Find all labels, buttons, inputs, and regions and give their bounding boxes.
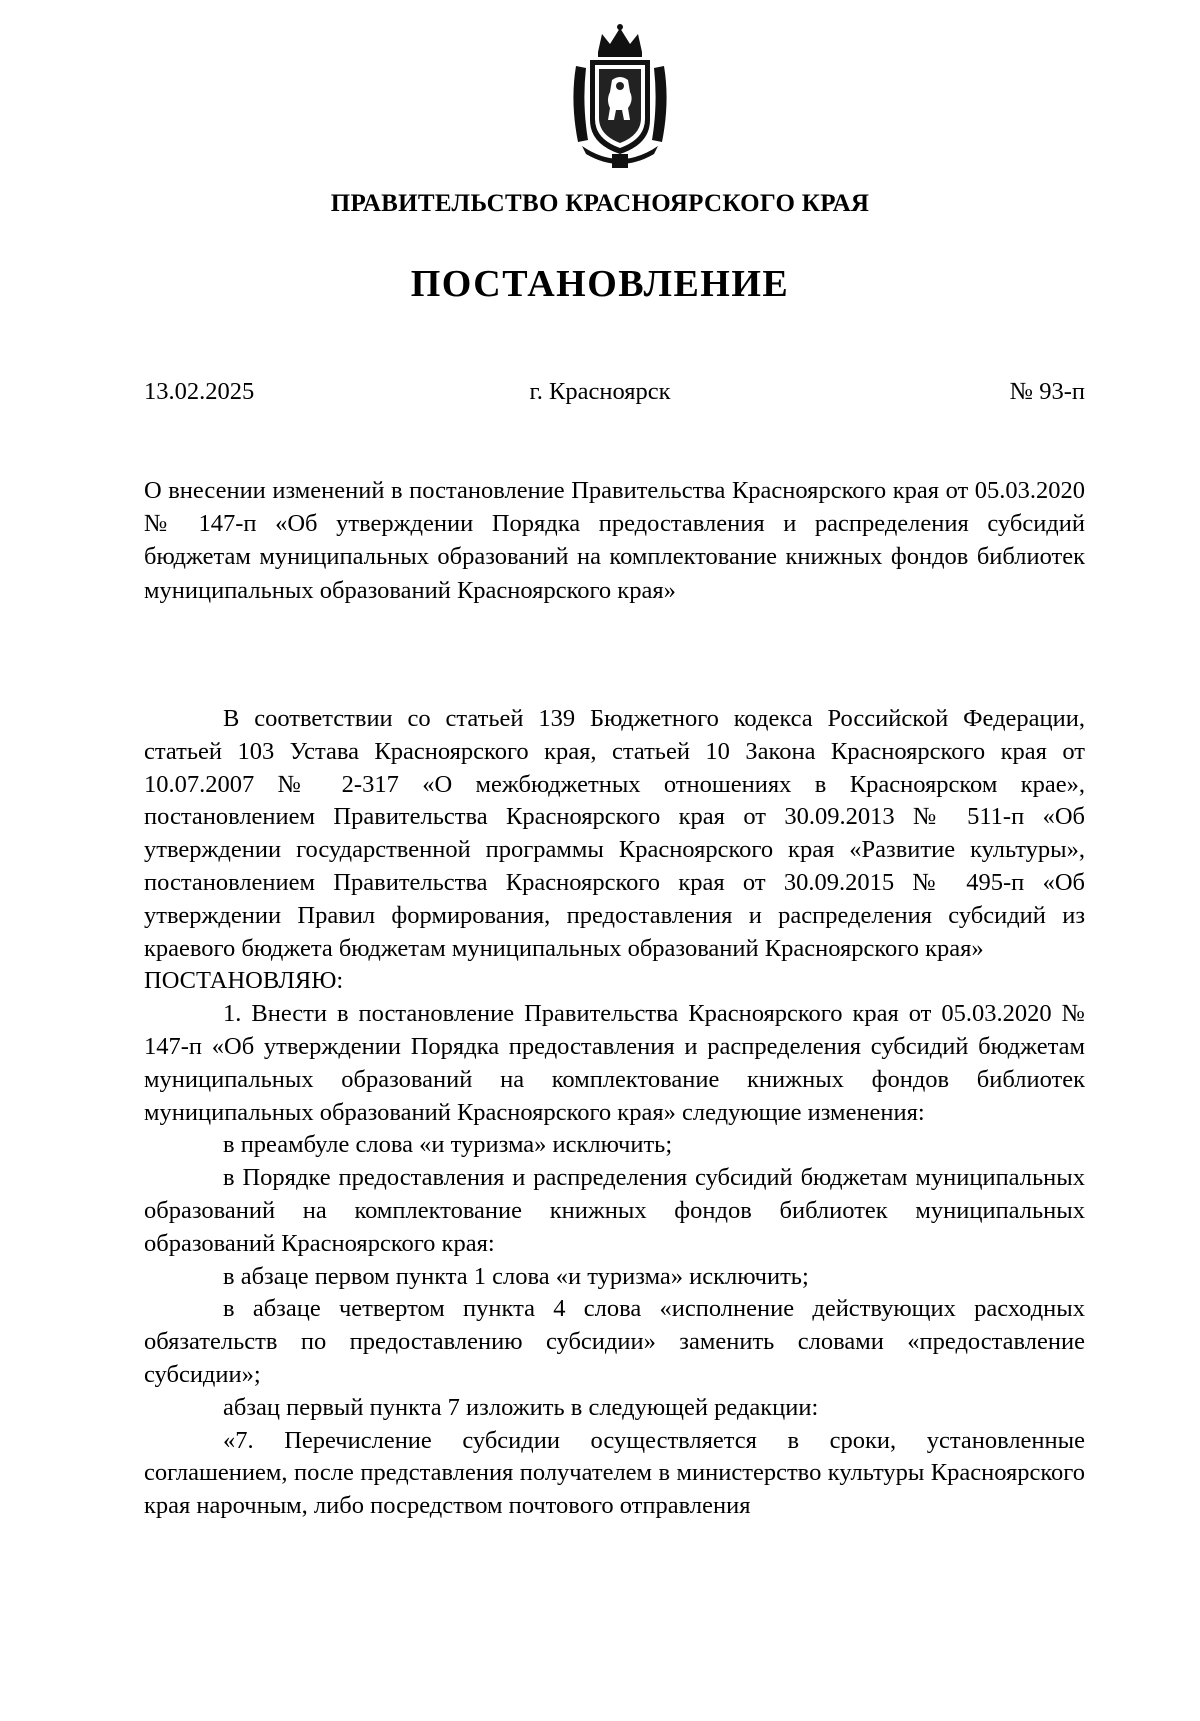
body-paragraph-2: в преамбуле слова «и туризма» исключить; (223, 1131, 673, 1159)
document-number: № 93-п (1009, 378, 1085, 405)
body-paragraph-3: в Порядке предоставления и распределения субсидий бюджетам муниципальных образований на комплектование книжных фондов библиотек муниципальных образований Красноярского края: (144, 1164, 1085, 1257)
body-paragraph-5: в абзаце четвертом пункта 4 слова «исполнение действующих расходных обязательств по предоставлению субсидии» заменить словами «предоставление субсидии»; (144, 1295, 1085, 1388)
document-type-title: ПОСТАНОВЛЕНИЕ (410, 263, 790, 305)
resolution-body (144, 703, 1085, 1523)
coat-of-arms-emblem (568, 22, 672, 172)
organization-title: ПРАВИТЕЛЬСТВО КРАСНОЯРСКОГО КРАЯ (330, 190, 870, 217)
body-paragraph-7: «7. Перечисление субсидии осуществляется в сроки, установленные соглашением, после представления получателем в министерство культуры Красноярского края нарочным, либо посредством почтового отправления (144, 1426, 1085, 1520)
resolution-title: О внесении изменений в постановление Правительства Красноярского края от 05.03.2020 № 147-п «Об утверждении Порядка предоставления и распределения субсидий бюджетам муниципальных образований на комплектование книжных фондов библиотек муниципальных образований Красноярского края» (144, 477, 1085, 604)
document-date: 13.02.2025 (144, 378, 255, 405)
body-paragraph-4: в абзаце первом пункта 1 слова «и туризма» исключить; (223, 1262, 809, 1290)
body-paragraph-1: 1. Внести в постановление Правительства Красноярского края от 05.03.2020 № 147-п «Об утверждении Порядка предоставления и распределения субсидий бюджетам муниципальных образований на комплектование книжных фондов библиотек муниципальных образований Красноярского края» следующие изменения: (144, 1000, 1085, 1126)
body-paragraph-6: абзац первый пункта 7 изложить в следующей редакции: (223, 1393, 819, 1421)
document-city: г. Красноярск (529, 378, 671, 405)
resolve-statement: ПОСТАНОВЛЯЮ: (144, 967, 344, 995)
preamble-paragraph: В соответствии со статьей 139 Бюджетного кодекса Российской Федерации, статьей 103 Устава Красноярского края, статьей 10 Закона Красноярского края от 10.07.2007 № 2-317 «О межбюджетных отношениях в Красноярском крае», постановлением Правительства Красноярского края от 30.09.2013 № 511-п «Об утверждении государственной программы Красноярского края «Развитие культуры», постановлением Правительства Красноярского края от 30.09.2015 № 495-п «Об утверждении Правил формирования, предоставления и распределения субсидий из краевого бюджета бюджетам муниципальных образований Красноярского края» (144, 705, 1085, 962)
